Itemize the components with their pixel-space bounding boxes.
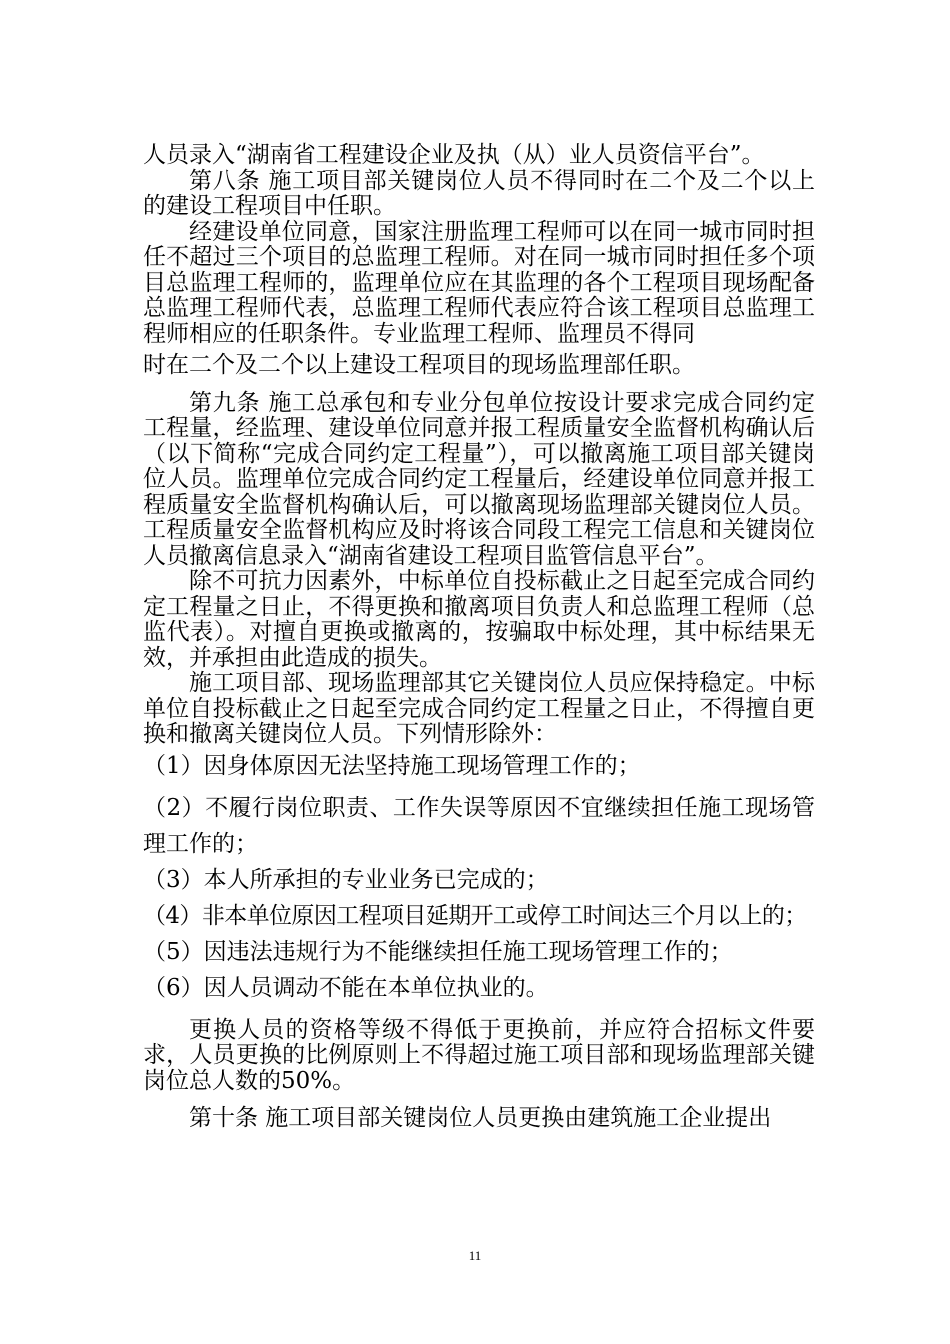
supervisor-paragraph: 经建设单位同意，国家注册监理工程师可以在同一城市同时担任不超过三个项目的总监理工程师。对在同一城市同时担任多个项目总监理工程师的，监理单位应在其监理的各个工程项目现场配备总监理工程师代表，总监理工程师代表应符合该工程项目总监理工程师相应的任职条件。专业监理工程师、监理员不得同 <box>143 218 815 347</box>
exception-item-1: （1）因身体原因无法坚持施工现场管理工作的； <box>143 752 641 779</box>
exception-item-3: （3）本人所承担的专业业务已完成的； <box>143 866 549 893</box>
replacement-paragraph: 更换人员的资格等级不得低于更换前，并应符合招标文件要求，人员更换的比例原则上不得超过施工项目部和现场监理部关键岗位总人数的50%。 <box>143 1016 815 1094</box>
article-10-paragraph: 第十条 施工项目部关键岗位人员更换由建筑施工企业提出 <box>189 1105 772 1131</box>
exception-item-4: （4）非本单位原因工程项目延期开工或停工时间达三个月以上的； <box>143 902 807 929</box>
supervisor-paragraph-end: 时在二个及二个以上建设工程项目的现场监理部任职。 <box>143 352 695 378</box>
exception-item-2: （2）不履行岗位职责、工作失误等原因不宜继续担任施工现场管理工作的； <box>143 794 815 857</box>
paragraph-continued: 人员录入“湖南省工程建设企业及执（从）业人员资信平台”。 <box>143 142 765 168</box>
force-majeure-paragraph: 除不可抗力因素外，中标单位自投标截止之日起至完成合同约定工程量之日止，不得更换和撤离项目负责人和总监理工程师（总监代表）。对擅自更换或撤离的，按骗取中标处理，其中标结果无效，并承担由此造成的损失。 <box>143 568 815 671</box>
body-text <box>143 143 815 1132</box>
page-number: 11 <box>468 1248 482 1263</box>
exception-item-6: （6）因人员调动不能在本单位执业的。 <box>143 974 549 1001</box>
exception-item-5: （5）因违法违规行为不能继续担任施工现场管理工作的； <box>143 938 733 965</box>
stability-paragraph: 施工项目部、现场监理部其它关键岗位人员应保持稳定。中标单位自投标截止之日起至完成合同约定工程量之日止，不得擅自更换和撤离关键岗位人员。下列情形除外： <box>143 670 815 747</box>
article-8-paragraph: 第八条 施工项目部关键岗位人员不得同时在二个及二个以上的建设工程项目中任职。 <box>143 167 815 219</box>
article-9-paragraph: 第九条 施工总承包和专业分包单位按设计要求完成合同约定工程量，经监理、建设单位同意并报工程质量安全监督机构确认后（以下简称“完成合同约定工程量”），可以撤离施工项目部关键岗位人员。监理单位完成合同约定工程量后，经建设单位同意并报工程质量安全监督机构确认后，可以撤离现场监理部关键岗位人员。工程质量安全监督机构应及时将该合同段工程完工信息和关键岗位人员撤离信息录入“湖南省建设工程项目监管信息平台”。 <box>143 389 815 569</box>
